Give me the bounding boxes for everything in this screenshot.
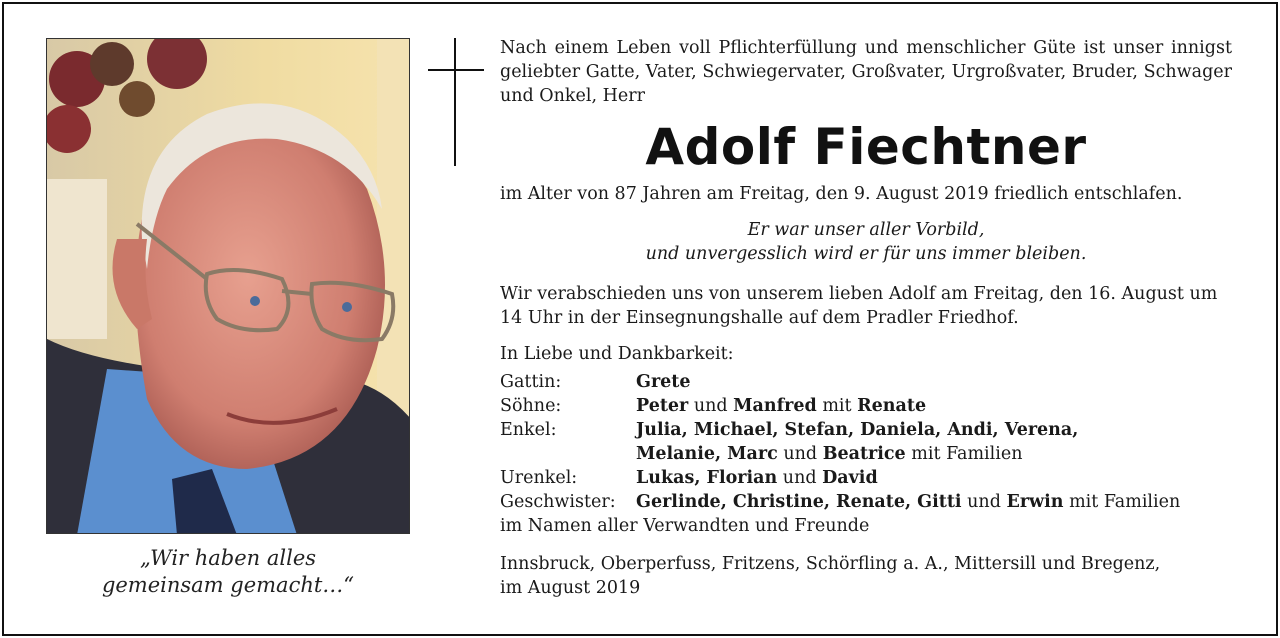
date-line: im August 2019 xyxy=(500,578,641,598)
wife-label: Gattin: xyxy=(500,372,562,392)
conjunction: und xyxy=(967,492,1001,512)
portrait-photo xyxy=(46,38,410,534)
family-row-grandchildren xyxy=(500,418,1232,442)
conjunction: und xyxy=(783,444,818,464)
age-text: im Alter von 87 Jahren am Freitag, den 9. August 2019 friedlich entschlafen. xyxy=(500,184,1183,204)
motto xyxy=(500,218,1232,266)
family-row-siblings xyxy=(500,490,1232,514)
greatgrandchild-name: David xyxy=(822,468,878,488)
siblings-label: Geschwister: xyxy=(500,492,616,512)
farewell-text: Wir verabschieden uns von unserem lieben Adolf am Freitag, den 16. August um 14 Uhr in der Einsegnungshalle auf dem Pradler Friedhof. xyxy=(500,284,1218,328)
conjunction: und xyxy=(693,396,728,416)
conjunction: mit xyxy=(822,396,852,416)
family-suffix: mit Familien xyxy=(1069,492,1181,512)
memorial-quote xyxy=(46,545,410,599)
places-line: Innsbruck, Oberperfuss, Fritzens, Schörfling a. A., Mittersill und Bregenz, xyxy=(500,554,1161,574)
son-name: Peter xyxy=(636,396,689,416)
son-name: Manfred xyxy=(733,396,817,416)
greatgrandchildren-names: Lukas, Florian xyxy=(636,468,778,488)
grandchildren-names-2: Melanie, Marc xyxy=(636,444,778,464)
grandchild-name: Beatrice xyxy=(822,444,906,464)
family-list xyxy=(500,370,1232,538)
family-suffix: mit Familien xyxy=(911,444,1023,464)
intro-text: Nach einem Leben voll Pflichterfüllung und menschlicher Güte ist unser innigst geliebter Gatte, Vater, Schwiegervater, Großvater, Urgroßvater, Bruder, Schwager und Onkel, Herr xyxy=(500,38,1232,106)
sibling-name: Erwin xyxy=(1006,492,1064,512)
family-row-relatives xyxy=(500,514,1232,538)
family-row-greatgrandchildren xyxy=(500,466,1232,490)
motto-line-1: Er war unser aller Vorbild, xyxy=(747,220,985,240)
wife-name: Grete xyxy=(636,372,691,392)
relatives-text: im Namen aller Verwandten und Freunde xyxy=(500,516,870,536)
thanks-text: In Liebe und Dankbarkeit: xyxy=(500,344,734,364)
family-row-sons xyxy=(500,394,1232,418)
siblings-names: Gerlinde, Christine, Renate, Gitti xyxy=(636,492,962,512)
quote-line-1: „Wir haben alles xyxy=(139,546,317,570)
quote-line-2: gemeinsam gemacht…“ xyxy=(101,573,355,597)
place-date xyxy=(500,552,1232,600)
conjunction: und xyxy=(782,468,817,488)
motto-line-2: und unvergesslich wird er für uns immer bleiben. xyxy=(645,244,1087,264)
grandchildren-label: Enkel: xyxy=(500,420,557,440)
sons-label: Söhne: xyxy=(500,396,562,416)
family-row-grandchildren-2 xyxy=(500,442,1232,466)
daughter-in-law-name: Renate xyxy=(857,396,927,416)
cross-icon xyxy=(428,38,484,166)
family-row-wife xyxy=(500,370,1232,394)
greatgrandchildren-label: Urenkel: xyxy=(500,468,578,488)
deceased-name: Adolf Fiechtner xyxy=(645,118,1087,176)
grandchildren-names-1: Julia, Michael, Stefan, Daniela, Andi, Verena, xyxy=(636,420,1079,440)
